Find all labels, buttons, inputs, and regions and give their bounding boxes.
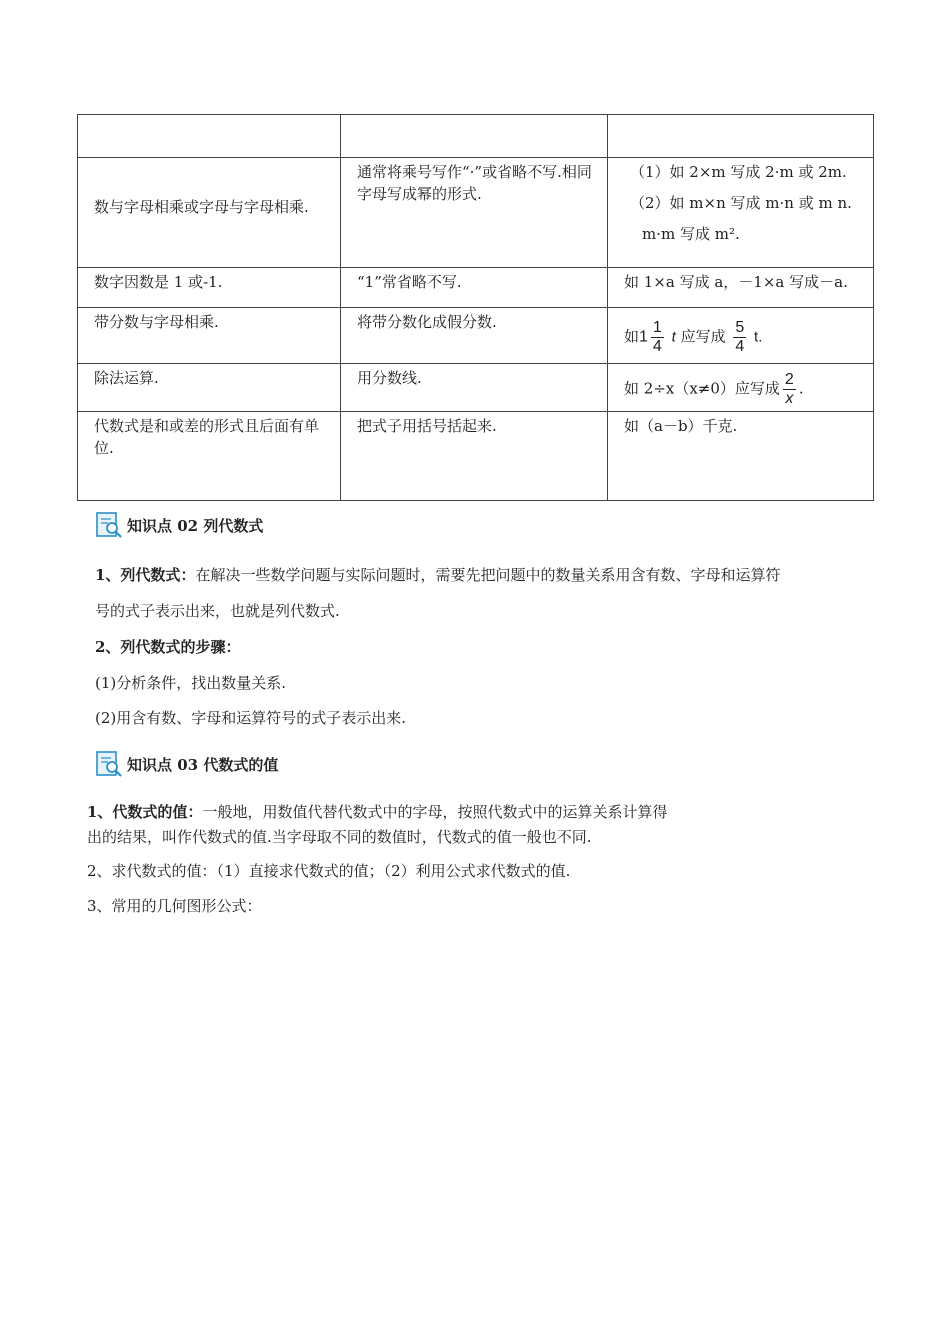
paragraph-text: 在解决一些数学问题与实际问题时，需要先把问题中的数量关系用含有数、字母和运算符 xyxy=(195,566,781,584)
table-cell: 带分数与字母相乘. xyxy=(78,308,341,364)
table-cell: 如 1×a 写成 a，－1×a 写成－a. xyxy=(608,268,874,308)
paragraph-text: 一般地，用数值代替代数式中的字母，按照代数式中的运算关系计算得 xyxy=(202,803,668,821)
fraction-denominator: x xyxy=(785,389,794,407)
paragraph: (2)用含有数、字母和运算符号的式子表示出来. xyxy=(95,709,407,727)
fraction-numerator: 2 xyxy=(784,370,794,388)
fraction xyxy=(783,371,796,408)
cell-text: 应写成 xyxy=(680,327,726,345)
table-cell xyxy=(608,308,874,364)
cell-line: m·m 写成 m². xyxy=(642,225,740,243)
paragraph-label: 1、代数式的值： xyxy=(87,803,203,821)
table-row xyxy=(78,364,874,412)
magnifier-document-icon xyxy=(95,511,123,539)
table-cell xyxy=(608,364,874,412)
table-cell: 代数式是和或差的形式且后面有单位. xyxy=(78,412,341,501)
table-row xyxy=(78,412,874,501)
cell-text: t. xyxy=(754,328,763,345)
table-row xyxy=(78,158,874,268)
section-title: 知识点 02 列代数式 xyxy=(127,516,264,535)
paragraph: 出的结果，叫作代数式的值.当字母取不同的数值时，代数式的值一般也不同. xyxy=(87,828,592,846)
magnifier-document-icon xyxy=(95,750,123,778)
mixed-number-whole: 1 xyxy=(639,328,648,345)
cell-text: 如 xyxy=(624,327,640,345)
table-cell: 数字因数是 1 或-1. xyxy=(78,268,341,308)
cell-line: （1）如 2×m 写成 2·m 或 2m. xyxy=(630,163,847,181)
table-cell xyxy=(608,158,874,268)
section-heading-02 xyxy=(95,510,263,540)
table-cell: 除法运算. xyxy=(78,364,341,412)
variable: t xyxy=(671,328,676,345)
table-header-cell xyxy=(78,115,341,158)
paragraph-label: 2、列代数式的步骤： xyxy=(95,638,241,656)
fraction xyxy=(651,319,664,356)
fraction-denominator: 4 xyxy=(652,337,662,355)
fraction-numerator: 1 xyxy=(652,318,662,336)
fraction-denominator: 4 xyxy=(735,337,745,355)
paragraph xyxy=(95,636,240,658)
table-row xyxy=(78,308,874,364)
paragraph xyxy=(87,801,667,823)
table-cell: 用分数线. xyxy=(341,364,608,412)
table-cell: 数与字母相乘或字母与字母相乘. xyxy=(78,158,341,268)
table-header-cell xyxy=(341,115,608,158)
paragraph: (1)分析条件，找出数量关系. xyxy=(95,674,287,692)
table-cell: “1”常省略不写. xyxy=(341,268,608,308)
table-cell: 将带分数化成假分数. xyxy=(341,308,608,364)
paragraph: 3、常用的几何图形公式： xyxy=(87,897,262,915)
cell-text: 如 2÷x（x≠0）应写成 xyxy=(624,379,780,397)
table-cell: 如（a－b）千克. xyxy=(608,412,874,501)
paragraph: 号的式子表示出来，也就是列代数式. xyxy=(95,602,340,620)
cell-line: （2）如 m×n 写成 m·n 或 m n. xyxy=(630,194,852,212)
paragraph xyxy=(95,564,780,586)
table-cell: 把式子用括号括起来. xyxy=(341,412,608,501)
table-header-cell xyxy=(608,115,874,158)
paragraph: 2、求代数式的值：（1）直接求代数式的值；（2）利用公式求代数式的值. xyxy=(87,862,571,880)
section-heading-03 xyxy=(95,749,278,779)
table-row xyxy=(78,268,874,308)
cell-text: . xyxy=(798,379,804,397)
fraction-numerator: 5 xyxy=(735,318,745,336)
section-title: 知识点 03 代数式的值 xyxy=(127,755,279,774)
table-header-row xyxy=(78,115,874,158)
rules-table xyxy=(77,114,874,501)
table-cell: 通常将乘号写作“·”或省略不写.相同字母写成幂的形式. xyxy=(341,158,608,268)
fraction xyxy=(733,319,746,356)
paragraph-label: 1、列代数式： xyxy=(95,566,196,584)
